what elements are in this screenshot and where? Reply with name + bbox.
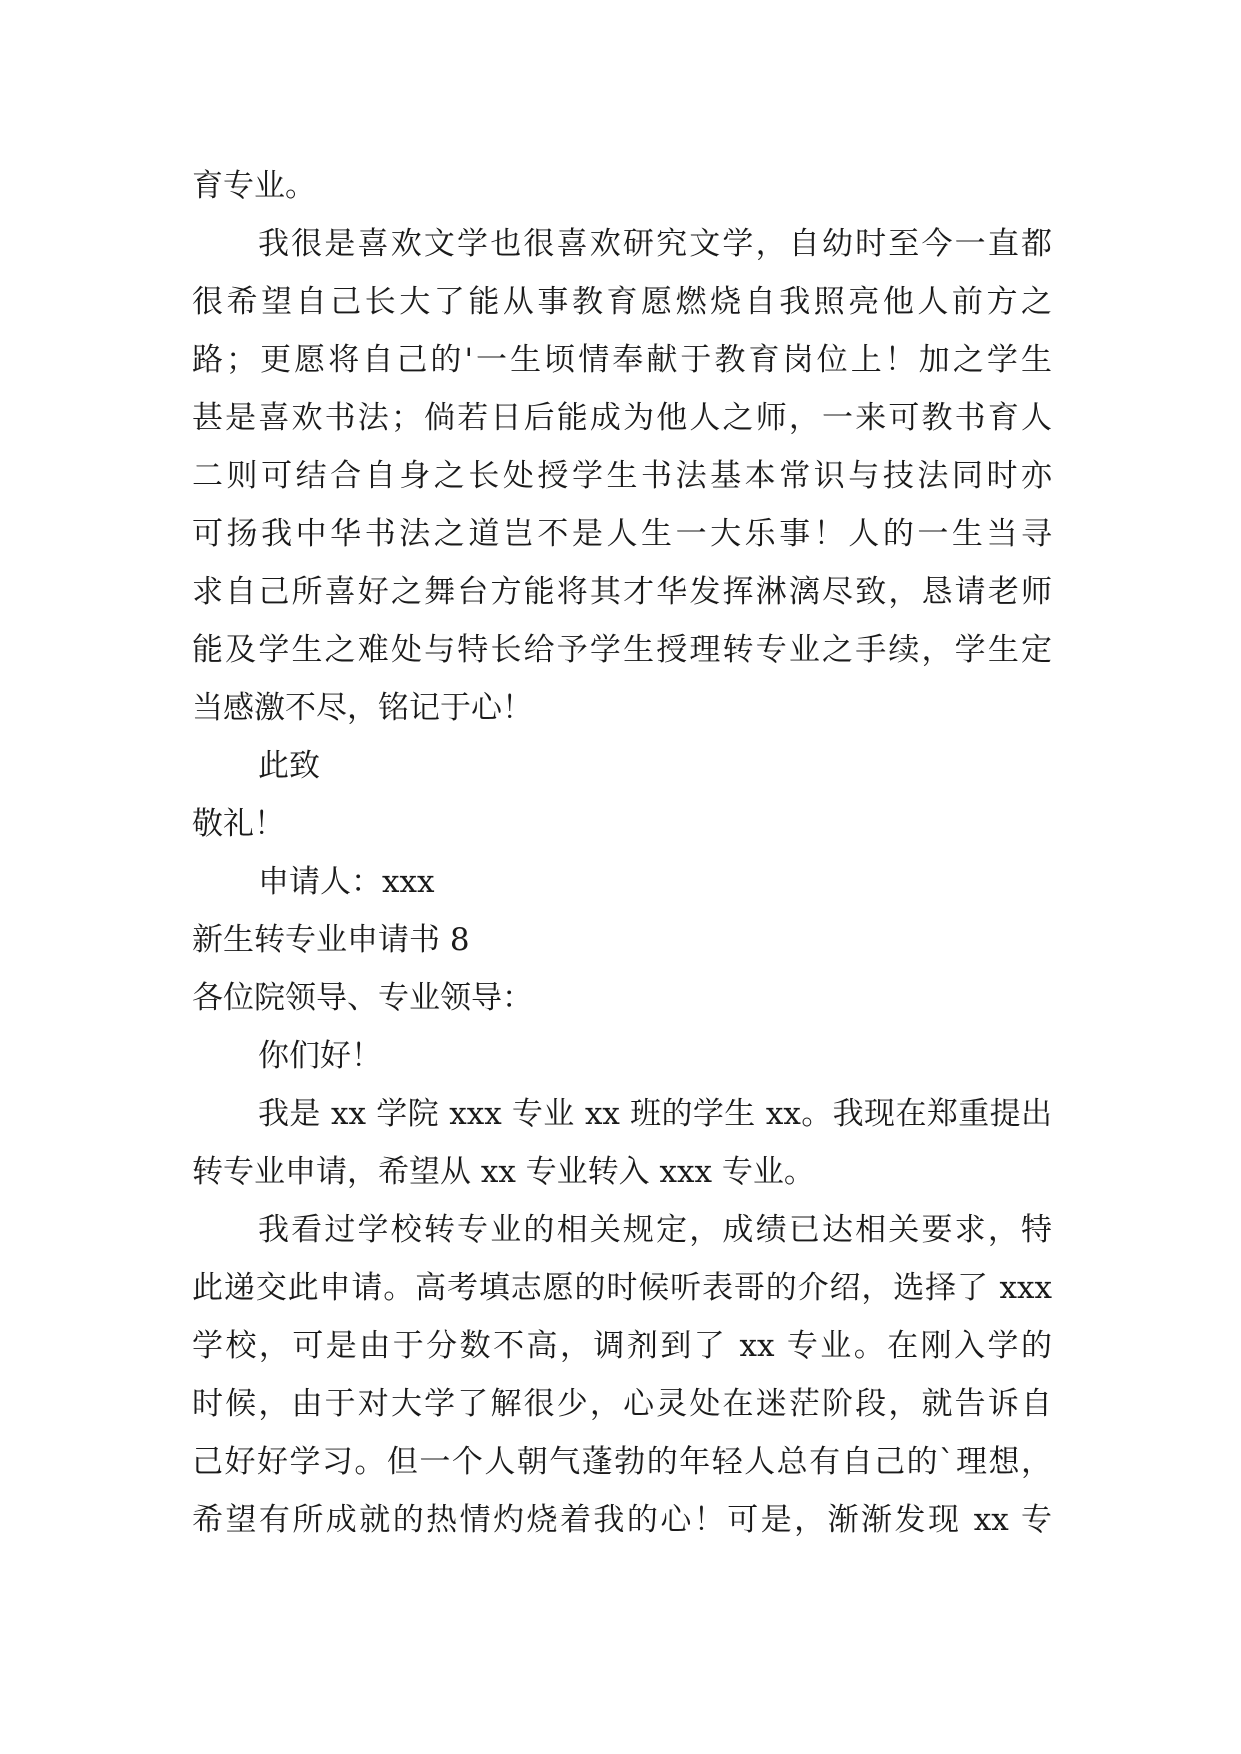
text-line: 甚是喜欢书法；倘若日后能成为他人之师，一来可教书育人 xyxy=(192,400,1052,436)
text-line: 能及学生之难处与特长给予学生授理转专业之手续，学生定 xyxy=(192,632,1052,668)
text-line: 此递交此申请。高考填志愿的时候听表哥的介绍，选择了 xxx xyxy=(192,1270,1052,1306)
text-line: 学校，可是由于分数不高，调剂到了 xx 专业。在刚入学的 xyxy=(192,1328,1052,1364)
text-line: 我很是喜欢文学也很喜欢研究文学，自幼时至今一直都 xyxy=(258,226,1052,262)
text-line: 转专业申请，希望从 xx 专业转入 xxx 专业。 xyxy=(192,1154,815,1190)
text-line: 很希望自己长大了能从事教育愿燃烧自我照亮他人前方之 xyxy=(192,284,1052,320)
text-line: 可扬我中华书法之道岂不是人生一大乐事！人的一生当寻 xyxy=(192,516,1052,552)
closing-salutation: 此致 xyxy=(258,748,320,784)
text-line: 希望有所成就的热情灼烧着我的心！可是，渐渐发现 xx 专 xyxy=(192,1502,1052,1538)
section-title: 新生转专业申请书 8 xyxy=(192,922,470,958)
text-line: 当感激不尽，铭记于心！ xyxy=(192,690,533,726)
text-line: 育专业。 xyxy=(192,168,316,204)
addressee: 各位院领导、专业领导： xyxy=(192,980,533,1016)
text-line: 我是 xx 学院 xxx 专业 xx 班的学生 xx。我现在郑重提出 xyxy=(258,1096,1052,1132)
text-line: 我看过学校转专业的相关规定，成绩已达相关要求，特 xyxy=(258,1212,1052,1248)
greeting: 你们好！ xyxy=(258,1038,382,1074)
text-line: 二则可结合自身之长处授学生书法基本常识与技法同时亦 xyxy=(192,458,1052,494)
text-line: 时候，由于对大学了解很少，心灵处在迷茫阶段，就告诉自 xyxy=(192,1386,1052,1422)
text-line: 路；更愿将自己的'一生顷情奉献于教育岗位上！加之学生 xyxy=(192,342,1052,378)
applicant-signature: 申请人：xxx xyxy=(258,864,435,900)
text-line: 己好好学习。但一个人朝气蓬勃的年轻人总有自己的`理想， xyxy=(192,1444,1052,1480)
text-line: 求自己所喜好之舞台方能将其才华发挥淋漓尽致，恳请老师 xyxy=(192,574,1052,610)
closing-regards: 敬礼！ xyxy=(192,806,285,842)
